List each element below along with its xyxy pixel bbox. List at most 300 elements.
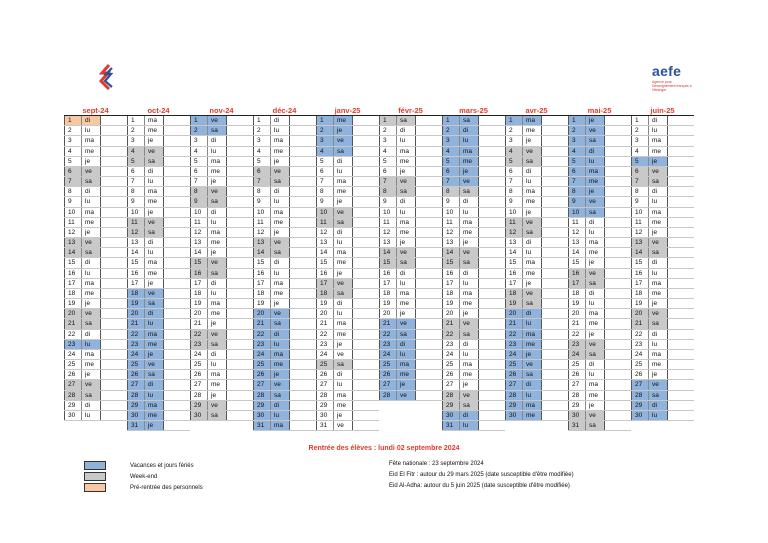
day-row (631, 187, 694, 197)
day-name: di (207, 208, 227, 217)
day-number: 11 (568, 218, 585, 227)
day-number: 10 (568, 208, 585, 217)
day-row (316, 238, 379, 248)
day-row (568, 248, 631, 258)
day-number: 9 (253, 197, 270, 206)
day-name: di (585, 218, 605, 227)
day-number: 31 (442, 421, 459, 430)
day-name: di (585, 289, 605, 298)
day-name: me (270, 147, 290, 156)
day-row (190, 269, 253, 279)
day-number: 26 (253, 370, 270, 379)
day-row (316, 391, 379, 401)
day-name: di (207, 279, 227, 288)
day-name: sa (144, 299, 164, 308)
day-number: 6 (253, 167, 270, 176)
day-row (190, 218, 253, 228)
day-row (253, 187, 316, 197)
day-name: me (459, 157, 479, 166)
day-name: ma (459, 360, 479, 369)
day-row (379, 299, 442, 309)
month-column (190, 106, 253, 431)
day-row (127, 340, 190, 350)
day-row (253, 391, 316, 401)
day-number: 16 (505, 269, 522, 278)
day-name: di (270, 401, 290, 410)
day-number: 26 (127, 370, 144, 379)
day-number: 17 (64, 279, 81, 288)
day-row (190, 380, 253, 390)
day-number: 29 (64, 401, 81, 410)
day-name: sa (207, 411, 227, 420)
day-row (631, 238, 694, 248)
day-row (631, 330, 694, 340)
day-name: lu (81, 340, 101, 349)
day-row (253, 309, 316, 319)
day-name: sa (396, 187, 416, 196)
day-name: sa (459, 116, 479, 125)
day-name: ve (522, 289, 542, 298)
day-row (253, 248, 316, 258)
day-row (127, 258, 190, 268)
day-number: 19 (316, 299, 333, 308)
day-name: sa (81, 248, 101, 257)
day-number: 14 (127, 248, 144, 257)
day-name: sa (207, 340, 227, 349)
day-row (316, 350, 379, 360)
day-name: je (333, 269, 353, 278)
day-number: 12 (190, 228, 207, 237)
day-row (568, 319, 631, 329)
day-row (505, 157, 568, 167)
day-name: sa (333, 218, 353, 227)
day-name: sa (333, 360, 353, 369)
day-number: 8 (127, 187, 144, 196)
day-row (505, 370, 568, 380)
day-row (505, 350, 568, 360)
day-name: ve (81, 238, 101, 247)
day-row (64, 116, 127, 126)
day-number: 30 (631, 411, 648, 420)
day-name: ma (585, 167, 605, 176)
day-name: je (648, 228, 668, 237)
day-number: 1 (253, 116, 270, 125)
day-row (379, 238, 442, 248)
day-number: 24 (568, 350, 585, 359)
day-number: 28 (127, 391, 144, 400)
day-name: ma (270, 421, 290, 430)
legend-item-vacances (84, 460, 334, 471)
day-name: me (396, 299, 416, 308)
legend-label: Vacances et jours fériés (130, 462, 194, 469)
day-number: 12 (568, 228, 585, 237)
day-number: 12 (442, 228, 459, 237)
day-row (316, 208, 379, 218)
day-name: di (333, 228, 353, 237)
day-number: 14 (568, 248, 585, 257)
day-number: 9 (442, 197, 459, 206)
day-row (568, 208, 631, 218)
day-row (253, 228, 316, 238)
day-number: 9 (631, 197, 648, 206)
day-number: 3 (568, 136, 585, 145)
day-row (190, 187, 253, 197)
day-row (316, 197, 379, 207)
day-name: je (459, 167, 479, 176)
day-name: ve (144, 289, 164, 298)
day-row (316, 269, 379, 279)
day-row (253, 126, 316, 136)
day-number: 9 (127, 197, 144, 206)
day-row (316, 380, 379, 390)
day-number: 25 (442, 360, 459, 369)
day-number: 30 (253, 411, 270, 420)
day-number: 21 (253, 319, 270, 328)
day-name: lu (396, 136, 416, 145)
day-row (316, 187, 379, 197)
day-number: 17 (631, 279, 648, 288)
day-name: sa (585, 136, 605, 145)
day-row (64, 279, 127, 289)
day-number: 10 (379, 208, 396, 217)
legend-swatch-pre-rentree (84, 483, 106, 492)
day-row (190, 360, 253, 370)
day-row (631, 228, 694, 238)
day-number: 6 (442, 167, 459, 176)
day-name: ma (144, 258, 164, 267)
day-number: 3 (316, 136, 333, 145)
day-number: 30 (190, 411, 207, 420)
day-number: 28 (442, 391, 459, 400)
day-row (505, 167, 568, 177)
day-row (64, 269, 127, 279)
day-name: lu (459, 136, 479, 145)
day-number: 14 (64, 248, 81, 257)
day-name: lu (648, 411, 668, 420)
day-row (379, 340, 442, 350)
day-name: lu (585, 299, 605, 308)
day-name: je (396, 167, 416, 176)
month-header: avr-25 (505, 106, 568, 116)
day-name: lu (144, 248, 164, 257)
day-name: ve (585, 340, 605, 349)
day-name: je (585, 330, 605, 339)
day-number: 8 (64, 187, 81, 196)
day-number: 4 (505, 147, 522, 156)
day-number: 20 (631, 309, 648, 318)
day-number: 30 (505, 411, 522, 420)
day-number: 2 (316, 126, 333, 135)
day-name: je (270, 228, 290, 237)
day-row (64, 330, 127, 340)
day-number: 5 (442, 157, 459, 166)
day-row (379, 391, 442, 401)
day-row (379, 136, 442, 146)
day-name: ma (522, 401, 542, 410)
day-name: me (81, 147, 101, 156)
day-number: 15 (253, 258, 270, 267)
day-number: 10 (505, 208, 522, 217)
day-number: 21 (505, 319, 522, 328)
day-number: 8 (505, 187, 522, 196)
day-number: 14 (253, 248, 270, 257)
day-row (190, 258, 253, 268)
day-row (379, 218, 442, 228)
day-number: 11 (631, 218, 648, 227)
day-number: 27 (505, 380, 522, 389)
day-name: ma (207, 228, 227, 237)
day-row (64, 289, 127, 299)
day-row (442, 167, 505, 177)
day-row (631, 370, 694, 380)
day-row (631, 147, 694, 157)
day-row (127, 116, 190, 126)
day-row (190, 167, 253, 177)
day-row (316, 411, 379, 421)
day-name: sa (81, 319, 101, 328)
day-number: 19 (253, 299, 270, 308)
day-row (64, 126, 127, 136)
day-number: 7 (64, 177, 81, 186)
day-number: 24 (64, 350, 81, 359)
day-number: 28 (631, 391, 648, 400)
day-row (631, 279, 694, 289)
day-row (127, 126, 190, 136)
day-name: sa (207, 126, 227, 135)
day-name: me (270, 218, 290, 227)
day-number: 1 (568, 116, 585, 125)
day-row (127, 177, 190, 187)
day-name: ma (459, 218, 479, 227)
day-row (190, 289, 253, 299)
day-row (253, 370, 316, 380)
day-name: lu (522, 248, 542, 257)
day-row (253, 167, 316, 177)
day-number: 10 (64, 208, 81, 217)
day-row (253, 177, 316, 187)
day-name: sa (459, 330, 479, 339)
day-name: di (333, 370, 353, 379)
day-number: 22 (316, 330, 333, 339)
day-name: ve (144, 218, 164, 227)
day-row (442, 289, 505, 299)
day-number: 25 (631, 360, 648, 369)
day-row (316, 279, 379, 289)
day-row (442, 187, 505, 197)
day-number: 7 (505, 177, 522, 186)
day-name: lu (459, 208, 479, 217)
day-number: 18 (127, 289, 144, 298)
day-name: me (585, 177, 605, 186)
day-name: di (522, 380, 542, 389)
day-row (631, 269, 694, 279)
day-name: lu (270, 269, 290, 278)
day-name: ma (459, 147, 479, 156)
month-header: mars-25 (442, 106, 505, 116)
day-number: 6 (379, 167, 396, 176)
school-logo-icon (97, 64, 117, 90)
day-number: 7 (631, 177, 648, 186)
day-number: 12 (64, 228, 81, 237)
day-name: me (81, 289, 101, 298)
day-name: ve (396, 177, 416, 186)
day-row (568, 136, 631, 146)
day-name: ma (81, 208, 101, 217)
day-number: 25 (568, 360, 585, 369)
day-number: 14 (505, 248, 522, 257)
day-number: 8 (190, 187, 207, 196)
day-row (505, 147, 568, 157)
day-row (190, 238, 253, 248)
day-name: ma (522, 258, 542, 267)
day-number: 11 (127, 218, 144, 227)
day-row (379, 279, 442, 289)
day-row (568, 177, 631, 187)
day-name: di (144, 380, 164, 389)
day-row (190, 136, 253, 146)
day-row (190, 177, 253, 187)
day-number: 23 (379, 340, 396, 349)
day-row (442, 319, 505, 329)
day-name: me (144, 411, 164, 420)
day-row (379, 330, 442, 340)
day-row (442, 136, 505, 146)
day-name: sa (270, 391, 290, 400)
day-row (379, 157, 442, 167)
day-number: 25 (127, 360, 144, 369)
day-row (253, 258, 316, 268)
day-name: je (459, 238, 479, 247)
day-name: je (144, 421, 164, 430)
day-name: je (81, 370, 101, 379)
day-number: 18 (442, 289, 459, 298)
day-row (568, 126, 631, 136)
legend-label: Week-end (130, 473, 158, 480)
day-number: 5 (568, 157, 585, 166)
day-name: ma (648, 208, 668, 217)
day-number: 23 (505, 340, 522, 349)
day-number: 6 (568, 167, 585, 176)
day-row (127, 380, 190, 390)
day-number: 17 (379, 279, 396, 288)
day-number: 13 (379, 238, 396, 247)
day-number: 24 (442, 350, 459, 359)
day-number: 27 (631, 380, 648, 389)
day-name: lu (585, 370, 605, 379)
day-row (190, 350, 253, 360)
month-header: janv-25 (316, 106, 379, 116)
day-number: 15 (379, 258, 396, 267)
day-name: sa (270, 177, 290, 186)
day-name: ve (333, 350, 353, 359)
day-number: 23 (568, 340, 585, 349)
day-number: 16 (442, 269, 459, 278)
day-row (505, 197, 568, 207)
legend (84, 460, 334, 493)
day-row (379, 177, 442, 187)
day-row (379, 370, 442, 380)
day-name: ma (333, 319, 353, 328)
day-number: 24 (631, 350, 648, 359)
day-row (568, 218, 631, 228)
day-name: di (333, 157, 353, 166)
day-row (631, 177, 694, 187)
day-row (316, 218, 379, 228)
day-name: je (333, 340, 353, 349)
day-row (568, 197, 631, 207)
day-number: 23 (253, 340, 270, 349)
day-name: lu (270, 197, 290, 206)
day-name: je (144, 350, 164, 359)
day-row (127, 391, 190, 401)
day-row (442, 126, 505, 136)
month-header: sept-24 (64, 106, 127, 116)
day-number: 26 (190, 370, 207, 379)
day-row (631, 258, 694, 268)
day-row (631, 157, 694, 167)
day-name: me (81, 218, 101, 227)
day-name: di (81, 258, 101, 267)
day-number: 11 (379, 218, 396, 227)
day-number: 12 (253, 228, 270, 237)
day-number: 29 (190, 401, 207, 410)
day-name: me (333, 330, 353, 339)
day-row (64, 350, 127, 360)
day-row (568, 258, 631, 268)
day-name: sa (585, 421, 605, 430)
day-name: je (459, 380, 479, 389)
day-number: 6 (190, 167, 207, 176)
month-header: févr-25 (379, 106, 442, 116)
day-number: 11 (505, 218, 522, 227)
day-name: sa (207, 269, 227, 278)
day-row (568, 370, 631, 380)
day-number: 19 (127, 299, 144, 308)
day-number: 17 (505, 279, 522, 288)
day-number: 29 (442, 401, 459, 410)
day-number: 19 (631, 299, 648, 308)
day-name: ma (522, 187, 542, 196)
day-number: 14 (379, 248, 396, 257)
day-number: 27 (379, 380, 396, 389)
month-column (379, 106, 442, 431)
month-header: mai-25 (568, 106, 631, 116)
day-number: 3 (442, 136, 459, 145)
day-number: 15 (316, 258, 333, 267)
day-number: 29 (505, 401, 522, 410)
day-row (253, 299, 316, 309)
day-name: je (270, 370, 290, 379)
day-number: 13 (442, 238, 459, 247)
day-row (568, 228, 631, 238)
day-name: ma (522, 330, 542, 339)
day-number: 23 (442, 340, 459, 349)
day-name: lu (585, 157, 605, 166)
day-row (568, 238, 631, 248)
day-name: di (207, 136, 227, 145)
day-name: me (396, 157, 416, 166)
aefe-logo (652, 64, 722, 94)
day-number: 4 (316, 147, 333, 156)
day-row (442, 350, 505, 360)
day-name: di (81, 330, 101, 339)
day-number: 18 (631, 289, 648, 298)
day-row (568, 269, 631, 279)
day-name: je (81, 299, 101, 308)
day-number: 6 (631, 167, 648, 176)
day-row (379, 360, 442, 370)
day-number: 5 (64, 157, 81, 166)
